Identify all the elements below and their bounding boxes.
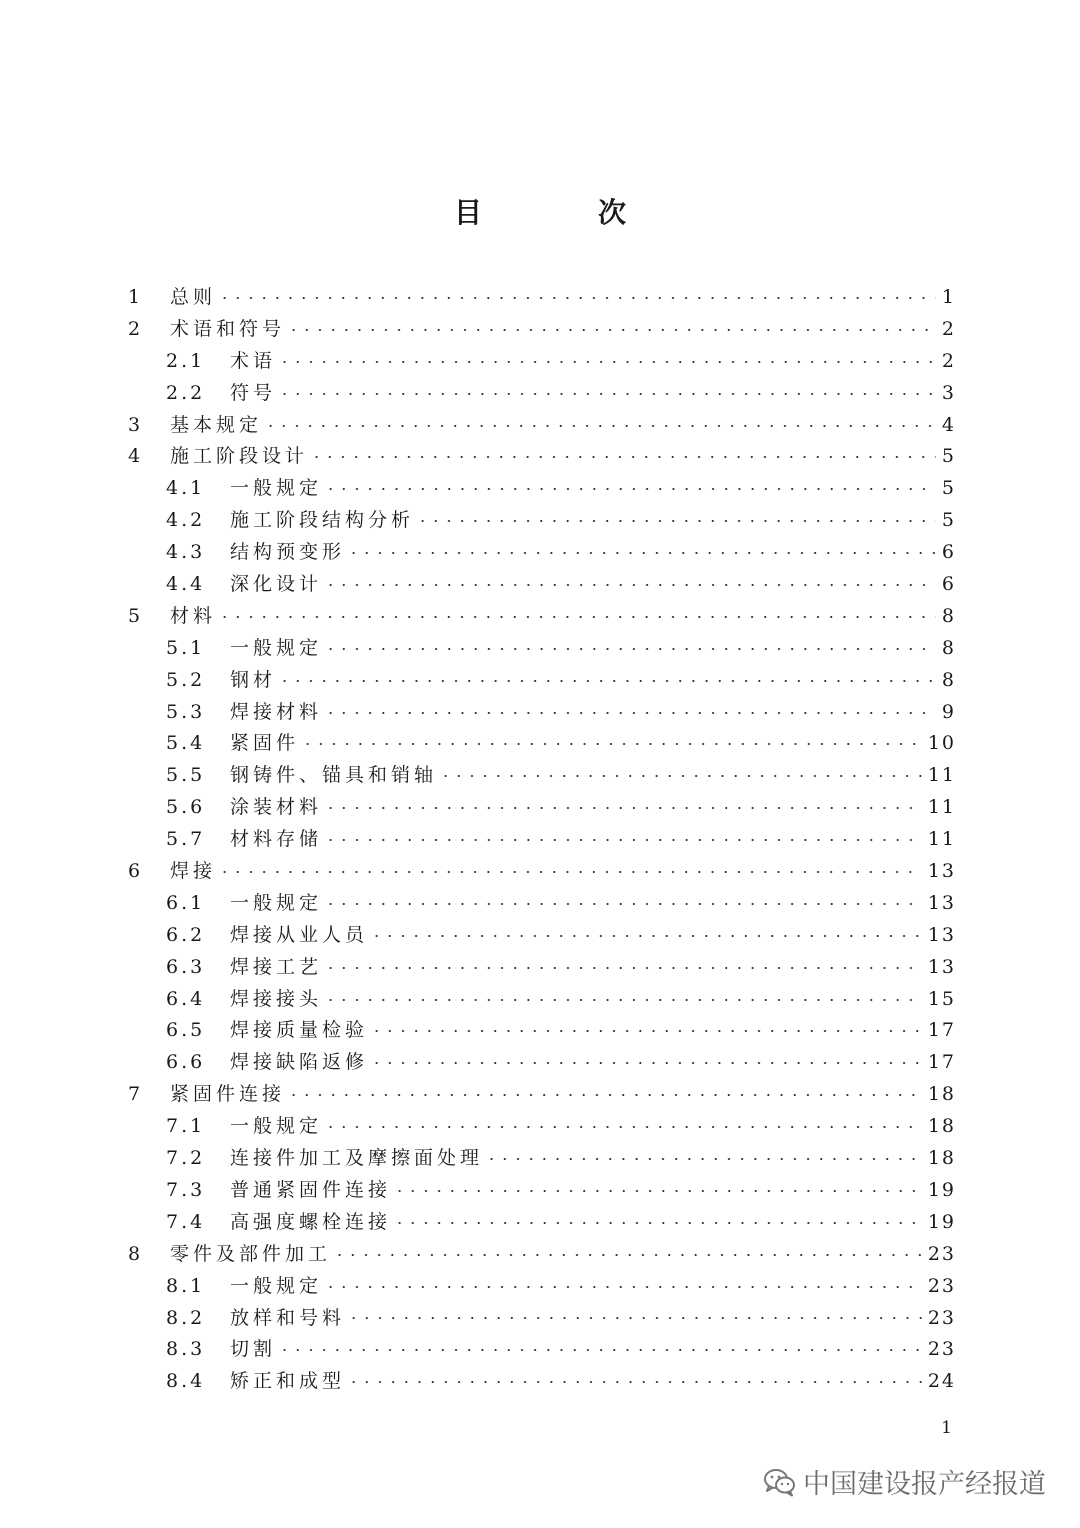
toc-label: 一般规定 — [230, 477, 323, 500]
toc-page-number: 6 — [941, 573, 956, 596]
table-of-contents — [128, 282, 956, 1398]
toc-number: 4.1 — [166, 477, 206, 500]
toc-label: 一般规定 — [230, 1274, 323, 1297]
dot-leader — [324, 967, 922, 969]
toc-section — [128, 378, 956, 410]
dot-leader — [324, 999, 922, 1001]
dot-leader — [278, 393, 936, 395]
toc-number: 4.3 — [166, 541, 206, 564]
toc-number: 8.2 — [166, 1306, 206, 1329]
dot-leader — [324, 648, 936, 650]
wechat-icon — [763, 1467, 797, 1497]
dot-leader — [485, 1158, 922, 1160]
toc-page-number: 8 — [941, 668, 956, 691]
toc-number: 6.1 — [166, 891, 206, 914]
dot-leader — [370, 1062, 922, 1064]
toc-label: 焊接缺陷返修 — [230, 1051, 369, 1074]
toc-section — [128, 984, 956, 1016]
toc-label: 总则 — [170, 286, 217, 308]
toc-label: 切割 — [230, 1338, 277, 1361]
dot-leader — [278, 1349, 922, 1351]
toc-number: 7 — [128, 1083, 144, 1106]
toc-number: 6 — [128, 860, 144, 883]
toc-section — [128, 633, 956, 665]
toc-label: 材料存储 — [230, 828, 323, 851]
toc-number: 6.6 — [166, 1051, 206, 1074]
dot-leader — [333, 1254, 922, 1256]
toc-label: 一般规定 — [230, 891, 323, 914]
toc-label: 紧固件 — [230, 732, 300, 755]
toc-label: 术语 — [230, 349, 277, 372]
dot-leader — [287, 329, 936, 331]
toc-page-number: 17 — [927, 1019, 956, 1042]
toc-number: 1 — [128, 286, 144, 308]
toc-number: 8 — [128, 1242, 144, 1265]
dot-leader — [278, 361, 936, 363]
dot-leader — [347, 1381, 922, 1383]
dot-leader — [370, 1030, 922, 1032]
toc-number: 6.2 — [166, 923, 206, 946]
toc-label: 普通紧固件连接 — [230, 1178, 392, 1201]
toc-section — [128, 1271, 956, 1303]
toc-page-number: 23 — [927, 1274, 956, 1297]
toc-number: 7.1 — [166, 1115, 206, 1138]
toc-page-number: 8 — [941, 604, 956, 627]
dot-leader — [301, 743, 922, 745]
toc-page-number: 18 — [927, 1083, 956, 1106]
toc-page-number: 23 — [927, 1242, 956, 1265]
toc-label: 钢材 — [230, 668, 277, 691]
toc-section — [128, 569, 956, 601]
toc-label: 深化设计 — [230, 573, 323, 596]
toc-page-number: 11 — [927, 764, 956, 787]
toc-page-number: 13 — [927, 923, 956, 946]
toc-label: 高强度螺栓连接 — [230, 1210, 392, 1233]
toc-section — [128, 920, 956, 952]
toc-label: 基本规定 — [170, 413, 263, 436]
dot-leader — [439, 775, 922, 777]
dot-leader — [324, 839, 922, 841]
toc-number: 7.3 — [166, 1178, 206, 1201]
toc-page-number: 17 — [927, 1051, 956, 1074]
dot-leader — [324, 488, 936, 490]
dot-leader — [324, 712, 936, 714]
toc-page-number: 11 — [927, 828, 956, 851]
dot-leader — [393, 1222, 922, 1224]
toc-number: 5.2 — [166, 668, 206, 691]
dot-leader — [287, 1094, 922, 1096]
dot-leader — [347, 1317, 922, 1319]
toc-label: 施工阶段设计 — [170, 445, 309, 468]
page-title: 目 次 — [453, 195, 670, 229]
dot-leader — [310, 456, 936, 458]
toc-number: 5.5 — [166, 764, 206, 787]
toc-number: 2 — [128, 317, 144, 340]
toc-section — [128, 537, 956, 569]
toc-page-number: 6 — [941, 541, 956, 564]
dot-leader — [218, 871, 922, 873]
dot-leader — [393, 1190, 922, 1192]
toc-chapter — [128, 314, 956, 346]
toc-number: 4.4 — [166, 573, 206, 596]
toc-page-number: 23 — [927, 1306, 956, 1329]
toc-page-number: 2 — [941, 317, 956, 340]
dot-leader — [416, 520, 936, 522]
toc-section — [128, 505, 956, 537]
toc-chapter — [128, 282, 956, 314]
toc-page-number: 24 — [927, 1370, 956, 1393]
toc-section — [128, 1047, 956, 1079]
toc-number: 7.4 — [166, 1210, 206, 1233]
toc-page-number: 9 — [941, 700, 956, 723]
toc-number: 3 — [128, 413, 144, 436]
toc-section — [128, 952, 956, 984]
toc-label: 紧固件连接 — [170, 1083, 286, 1106]
dot-leader — [324, 584, 936, 586]
toc-section — [128, 1143, 956, 1175]
toc-number: 4 — [128, 445, 144, 468]
toc-section — [128, 473, 956, 505]
dot-leader — [347, 552, 936, 554]
toc-label: 矫正和成型 — [230, 1370, 346, 1393]
toc-label: 焊接 — [170, 860, 217, 883]
toc-section — [128, 346, 956, 378]
toc-number: 5.3 — [166, 700, 206, 723]
toc-number: 6.5 — [166, 1019, 206, 1042]
watermark-text: 中国建设报产经报道 — [803, 1469, 1046, 1500]
toc-page-number: 8 — [941, 636, 956, 659]
toc-label: 焊接工艺 — [230, 955, 323, 978]
toc-label: 连接件加工及摩擦面处理 — [230, 1147, 484, 1170]
toc-section — [128, 1366, 956, 1398]
toc-page-number: 5 — [941, 477, 956, 500]
toc-section — [128, 792, 956, 824]
toc-section — [128, 697, 956, 729]
dot-leader — [324, 1126, 922, 1128]
toc-number: 7.2 — [166, 1147, 206, 1170]
toc-number: 5 — [128, 604, 144, 627]
dot-leader — [278, 680, 936, 682]
dot-leader — [324, 1286, 922, 1288]
toc-number: 8.1 — [166, 1274, 206, 1297]
toc-label: 材料 — [170, 604, 217, 627]
toc-chapter — [128, 1239, 956, 1271]
toc-number: 2.1 — [166, 349, 206, 372]
toc-number: 5.6 — [166, 796, 206, 819]
toc-number: 6.4 — [166, 987, 206, 1010]
toc-page-number: 23 — [927, 1338, 956, 1361]
toc-chapter — [128, 441, 956, 473]
toc-number: 8.3 — [166, 1338, 206, 1361]
toc-section — [128, 1303, 956, 1335]
toc-section — [128, 728, 956, 760]
toc-chapter — [128, 601, 956, 633]
toc-page-number: 5 — [941, 445, 956, 468]
toc-page-number: 19 — [927, 1178, 956, 1201]
toc-label: 术语和符号 — [170, 317, 286, 340]
toc-label: 放样和号料 — [230, 1306, 346, 1329]
dot-leader — [218, 616, 936, 618]
toc-page-number: 3 — [941, 381, 956, 404]
dot-leader — [324, 903, 922, 905]
toc-section — [128, 1111, 956, 1143]
toc-page-number: 13 — [927, 860, 956, 883]
toc-number: 5.7 — [166, 828, 206, 851]
toc-page-number: 2 — [941, 349, 956, 372]
toc-section — [128, 1207, 956, 1239]
toc-label: 焊接从业人员 — [230, 923, 369, 946]
toc-page-number: 18 — [927, 1147, 956, 1170]
toc-section — [128, 665, 956, 697]
toc-label: 结构预变形 — [230, 541, 346, 564]
toc-label: 焊接材料 — [230, 700, 323, 723]
toc-number: 5.4 — [166, 732, 206, 755]
toc-chapter — [128, 1079, 956, 1111]
toc-page-number: 13 — [927, 891, 956, 914]
toc-label: 一般规定 — [230, 1115, 323, 1138]
toc-chapter — [128, 856, 956, 888]
toc-page-number: 11 — [927, 796, 956, 819]
toc-number: 2.2 — [166, 381, 206, 404]
toc-page-number: 1 — [941, 286, 956, 308]
toc-page-number: 15 — [927, 987, 956, 1010]
toc-chapter — [128, 410, 956, 442]
toc-page-number: 13 — [927, 955, 956, 978]
toc-number: 4.2 — [166, 509, 206, 532]
toc-label: 焊接质量检验 — [230, 1019, 369, 1042]
page-number: 1 — [941, 1418, 952, 1438]
dot-leader — [264, 425, 936, 427]
toc-section — [128, 888, 956, 920]
toc-label: 零件及部件加工 — [170, 1242, 332, 1265]
toc-section — [128, 760, 956, 792]
toc-number: 6.3 — [166, 955, 206, 978]
dot-leader — [218, 297, 936, 299]
toc-number: 8.4 — [166, 1370, 206, 1393]
toc-label: 符号 — [230, 381, 277, 404]
toc-section — [128, 1175, 956, 1207]
toc-section — [128, 1334, 956, 1366]
toc-section — [128, 824, 956, 856]
toc-label: 涂装材料 — [230, 796, 323, 819]
toc-page-number: 18 — [927, 1115, 956, 1138]
toc-page-number: 4 — [941, 413, 956, 436]
dot-leader — [370, 935, 922, 937]
dot-leader — [324, 807, 922, 809]
toc-page-number: 19 — [927, 1210, 956, 1233]
toc-section — [128, 1015, 956, 1047]
toc-label: 施工阶段结构分析 — [230, 509, 415, 532]
toc-number: 5.1 — [166, 636, 206, 659]
toc-label: 一般规定 — [230, 636, 323, 659]
watermark — [763, 1462, 1046, 1501]
toc-label: 焊接接头 — [230, 987, 323, 1010]
toc-label: 钢铸件、锚具和销轴 — [230, 764, 438, 787]
toc-page-number: 5 — [941, 509, 956, 532]
toc-page-number: 10 — [927, 732, 956, 755]
